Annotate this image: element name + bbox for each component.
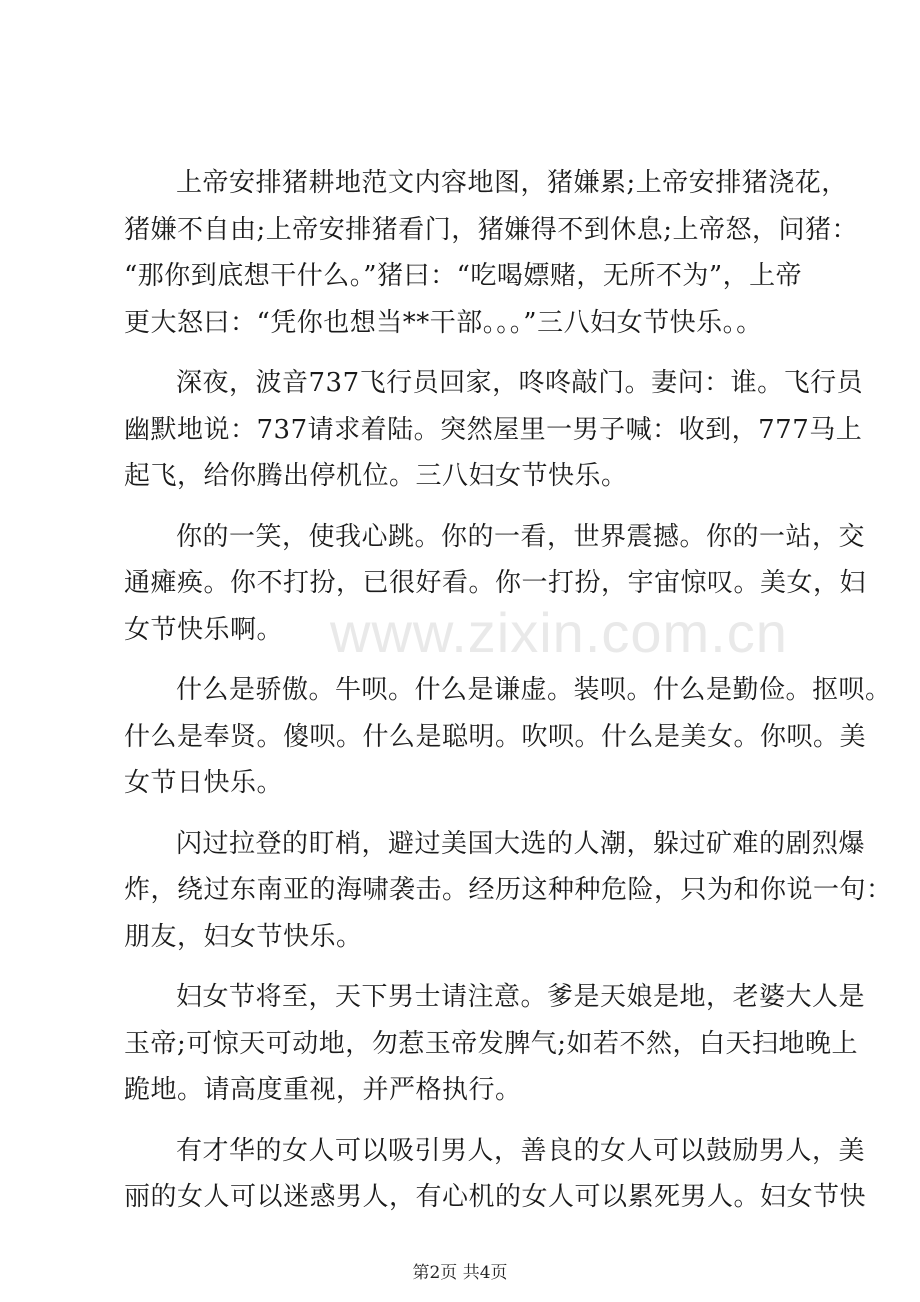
paragraph-line: 炸，绕过东南亚的海啸袭击。经历这种种危险，只为和你说一句： <box>124 875 893 905</box>
paragraph-line: 妇女节将至，天下男士请注意。爹是天娘是地，老婆大人是 <box>176 982 866 1012</box>
paragraph-line: 什么是奉贤。傻呗。什么是聪明。吹呗。什么是美女。你呗。美 <box>124 721 867 752</box>
paragraph-line: 你的一笑，使我心跳。你的一看，世界震撼。你的一站，交 <box>176 521 866 552</box>
paragraph-line: 有才华的女人可以吸引男人，善良的女人可以鼓励男人，美 <box>176 1135 866 1166</box>
paragraph-line: 幽默地说：737请求着陆。突然屋里一男子喊：收到，777马上 <box>124 414 863 445</box>
paragraph-line: 上帝安排猪耕地范文内容地图，猪嫌累;上帝安排猪浇花， <box>176 168 848 198</box>
paragraph-line: 跪地。请高度重视，并严格执行。 <box>124 1075 522 1105</box>
paragraph <box>124 360 864 500</box>
paragraph-line: “那你到底想干什么。”猪曰：“吃喝嫖赌，无所不为”，上帝 <box>124 261 803 291</box>
paragraph-line: 闪过拉登的盯梢，避过美国大选的人潮，躲过矿难的剧烈爆 <box>176 828 866 859</box>
paragraph-line: 深夜，波音737飞行员回家，咚咚敲门。妻问：谁。飞行员 <box>176 368 864 398</box>
document-body <box>124 160 893 1235</box>
paragraph <box>124 160 859 346</box>
page-footer: 第2页 共4页 <box>412 1263 508 1283</box>
paragraph <box>124 974 866 1114</box>
paragraph-line: 起飞，给你腾出停机位。三八妇女节快乐。 <box>124 461 628 491</box>
paragraph-line: 什么是骄傲。牛呗。什么是谦虚。装呗。什么是勤俭。抠呗。 <box>176 675 892 705</box>
paragraph-line: 朋友，妇女节快乐。 <box>124 921 363 952</box>
paragraph-line: 玉帝;可惊天可动地，勿惹玉帝发脾气;如若不然，白天扫地晚上 <box>124 1028 859 1059</box>
paragraph <box>124 821 893 961</box>
paragraph <box>124 667 892 807</box>
paragraph-line: 通瘫痪。你不打扮，已很好看。你一打扮，宇宙惊叹。美女，妇 <box>124 568 867 598</box>
paragraph-line: 女节快乐啊。 <box>124 614 284 645</box>
paragraph-line: 猪嫌不自由;上帝安排猪看门，猪嫌得不到休息;上帝怒，问猪： <box>124 214 859 245</box>
paragraph-line: 女节日快乐。 <box>124 768 284 798</box>
paragraph-line: 丽的女人可以迷惑男人，有心机的女人可以累死男人。妇女节快 <box>124 1182 867 1212</box>
watermark: www.zixin.com.cn <box>330 601 788 664</box>
paragraph-line: 更大怒曰：“凭你也想当**干部。。。”三八妇女节快乐。。 <box>124 307 763 338</box>
paragraph <box>124 514 867 654</box>
paragraph <box>124 1128 867 1221</box>
